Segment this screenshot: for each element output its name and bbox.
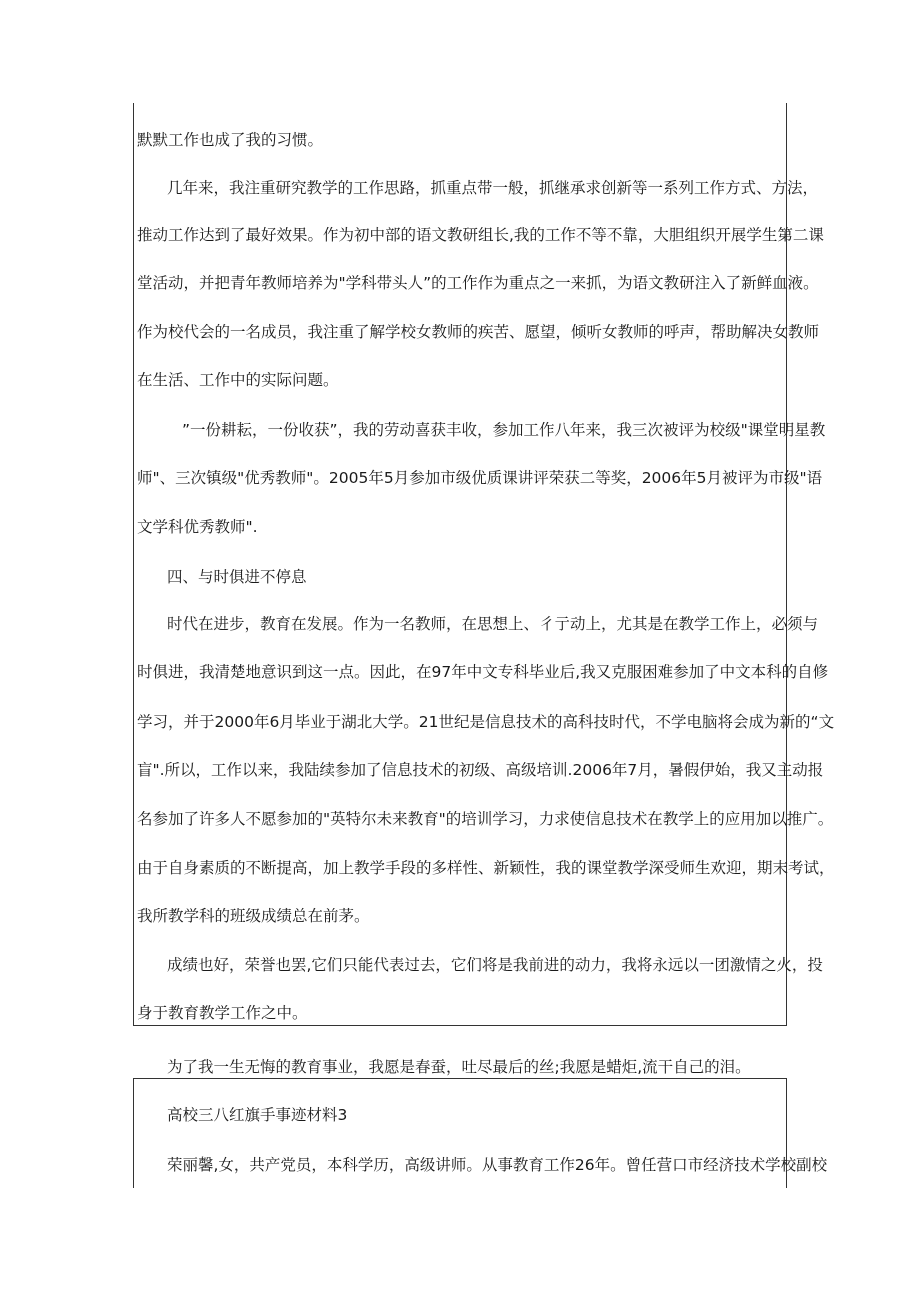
- text-line: 时代在进步，教育在发展。作为一名教师，在思想上、彳亍动上，尤其是在教学工作上，必须与: [167, 615, 819, 633]
- text-line: 作为校代会的一名成员，我注重了解学校女教师的疾苦、愿望，倾听女教师的呼声，帮助解决女教师: [137, 323, 820, 341]
- text-line: 时俱进，我清楚地意识到这一点。因此，在97年中文专科毕业后,我又克服困难参加了中文本科的自修: [137, 663, 829, 681]
- text-line: 为了我一生无悔的教育事业，我愿是春蚕，吐尽最后的丝;我愿是蜡炬,流干自己的泪。: [167, 1058, 751, 1076]
- text-line: 师"、三次镇级"优秀教师"。2005年5月参加市级优质课讲评荣获二等奖，2006年5月被评为市级"语: [137, 469, 823, 487]
- text-line: 盲".所以，工作以来，我陆续参加了信息技术的初级、高级培训.2006年7月，暑假伊始，我又主动报: [137, 761, 824, 779]
- text-line: 默默工作也成了我的习惯。: [137, 131, 324, 149]
- text-line: 成绩也好，荣誉也罢,它们只能代表过去，它们将是我前进的动力，我将永远以一团激情之火，投: [167, 956, 823, 974]
- text-line: 堂活动，并把青年教师培养为"学科带头人”的工作作为重点之一来抓，为语文教研注入了新鲜血液。: [137, 274, 819, 292]
- text-line: 我所教学科的班级成绩总在前茅。: [137, 907, 370, 925]
- document-title: 高校三八红旗手事迹材料3: [167, 1106, 348, 1124]
- text-line: 荣丽馨,女，共产党员，本科学历，高级讲师。从事教育工作26年。曾任营口市经济技术学校副校: [167, 1156, 828, 1174]
- text-line: 身于教育教学工作之中。: [137, 1004, 308, 1022]
- text-line: 名参加了许多人不愿参加的"英特尔未来教育"的培训学习，力求使信息技术在教学上的应用加以推广。: [137, 810, 834, 828]
- text-line: 由于自身素质的不断提高，加上教学手段的多样性、新颖性，我的课堂教学深受师生欢迎，期末考试，: [137, 859, 835, 877]
- text-line: 在生活、工作中的实际问题。: [137, 371, 339, 389]
- text-line: 学习，并于2000年6月毕业于湖北大学。21世纪是信息技术的高科技时代，不学电脑将会成为新的“文: [137, 713, 835, 731]
- text-line: 几年来，我注重研究教学的工作思路，抓重点带一般，抓继承求创新等一系列工作方式、方法，: [167, 179, 819, 197]
- text-line: 文学科优秀教师".: [137, 518, 258, 536]
- text-line: 推动工作达到了最好效果。作为初中部的语文教研组长,我的工作不等不靠，大胆组织开展学生第二课: [137, 226, 824, 244]
- section-heading: 四、与时俱进不停息: [167, 568, 307, 586]
- text-line: ”一份耕耘，一份收获”，我的劳动喜获丰收，参加工作八年来，我三次被评为校级"课堂明星教: [182, 421, 826, 439]
